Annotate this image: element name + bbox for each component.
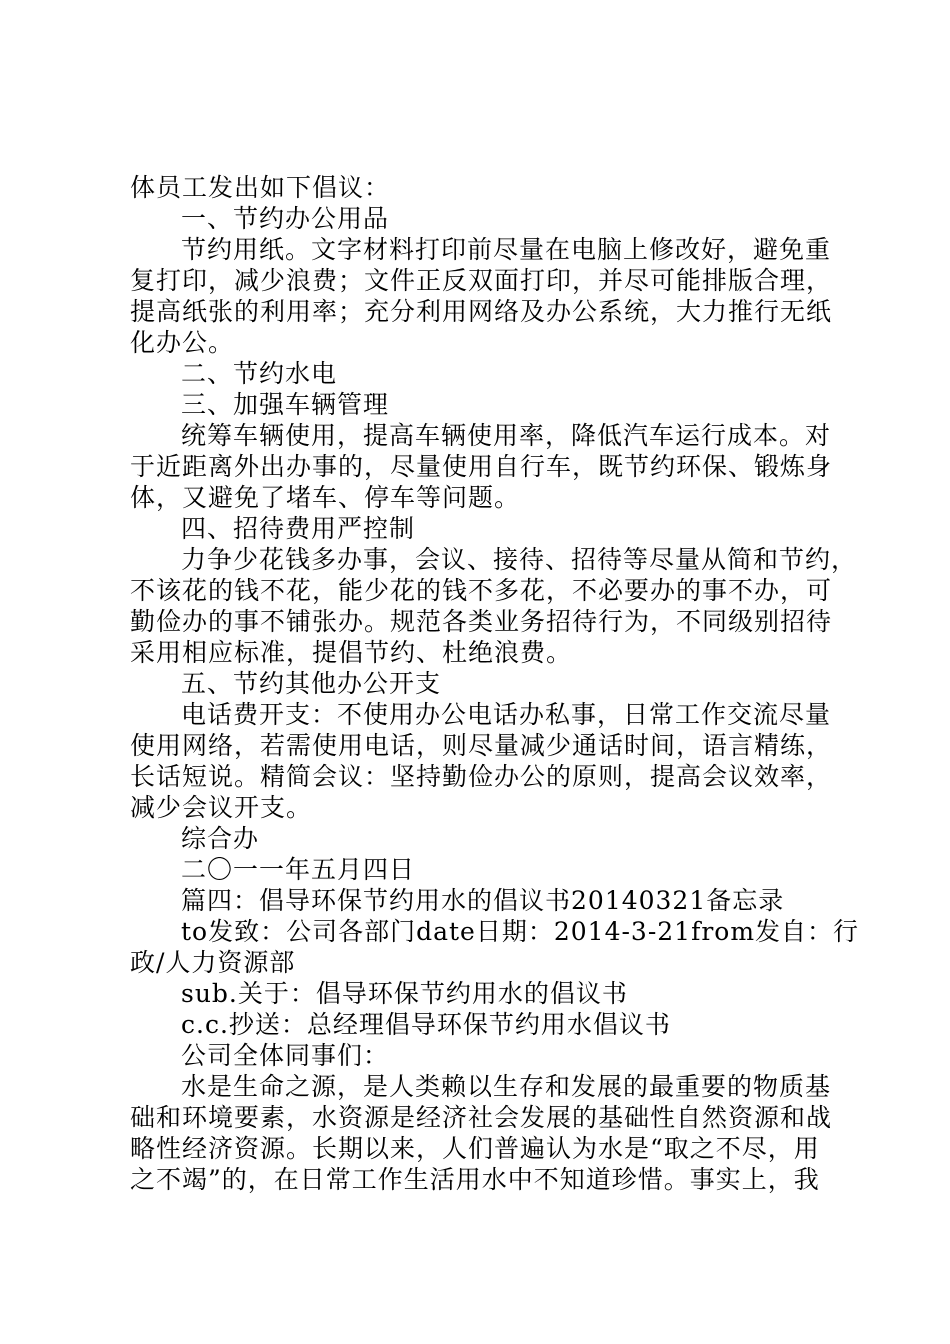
text-line: 化办公。: [130, 328, 235, 357]
text-line: 力争少花钱多办事，会议、接待、招待等尽量从简和节约，: [181, 545, 858, 574]
text-line: sub.关于：倡导环保节约用水的倡议书: [181, 979, 628, 1008]
text-line: 采用相应标准，提倡节约、杜绝浪费。: [130, 638, 573, 667]
text-line: 体员工发出如下倡议：: [130, 173, 391, 202]
text-line: 节约用纸。文字材料打印前尽量在电脑上修改好，避免重: [181, 235, 832, 264]
text-line: 础和环境要素，水资源是经济社会发展的基础性自然资源和战: [130, 1103, 833, 1132]
text-line: 水是生命之源，是人类赖以生存和发展的最重要的物质基: [181, 1072, 832, 1101]
text-line: 四、招待费用严控制: [181, 514, 416, 543]
text-line: 减少会议开支。: [130, 793, 313, 822]
text-line: 于近距离外出办事的，尽量使用自行车，既节约环保、锻炼身: [130, 452, 833, 481]
text-line: 长话短说。精简会议：坚持勤俭办公的原则，提高会议效率，: [130, 762, 833, 791]
text-line: c.c.抄送：总经理倡导环保节约用水倡议书: [181, 1010, 671, 1039]
text-line: 体，又避免了堵车、停车等问题。: [130, 483, 521, 512]
text-line: 电话费开支：不使用办公电话办私事，日常工作交流尽量: [181, 700, 832, 729]
text-line: 不该花的钱不花，能少花的钱不多花，不必要办的事不办，可: [130, 576, 833, 605]
text-line: 五、节约其他办公开支: [181, 669, 442, 698]
text-line: 公司全体同事们：: [181, 1041, 390, 1070]
text-line: 篇四：倡导环保节约用水的倡议书20140321备忘录: [181, 886, 785, 915]
text-line: 复打印，减少浪费；文件正反双面打印，并尽可能排版合理，: [130, 266, 833, 295]
text-line: 综合办: [181, 824, 260, 853]
text-line: 二、节约水电: [181, 359, 338, 388]
text-line: 二〇一一年五月四日: [181, 855, 416, 884]
text-line: to发致：公司各部门date日期：2014-3-21from发自：行: [181, 917, 860, 946]
text-line: 一、节约办公用品: [181, 204, 390, 233]
text-line: 勤俭办的事不铺张办。规范各类业务招待行为，不同级别招待: [130, 607, 833, 636]
text-line: 统筹车辆使用，提高车辆使用率，降低汽车运行成本。对: [181, 421, 832, 450]
text-line: 之不竭”的，在日常工作生活用水中不知道珍惜。事实上，我: [130, 1165, 820, 1194]
text-line: 政/人力资源部: [130, 948, 296, 977]
text-line: 略性经济资源。长期以来，人们普遍认为水是“取之不尽，用: [130, 1134, 820, 1163]
text-line: 提高纸张的利用率；充分利用网络及办公系统，大力推行无纸: [130, 297, 833, 326]
text-line: 使用网络，若需使用电话，则尽量减少通话时间，语言精练，: [130, 731, 833, 760]
text-line: 三、加强车辆管理: [181, 390, 390, 419]
document-body: [130, 172, 860, 1195]
